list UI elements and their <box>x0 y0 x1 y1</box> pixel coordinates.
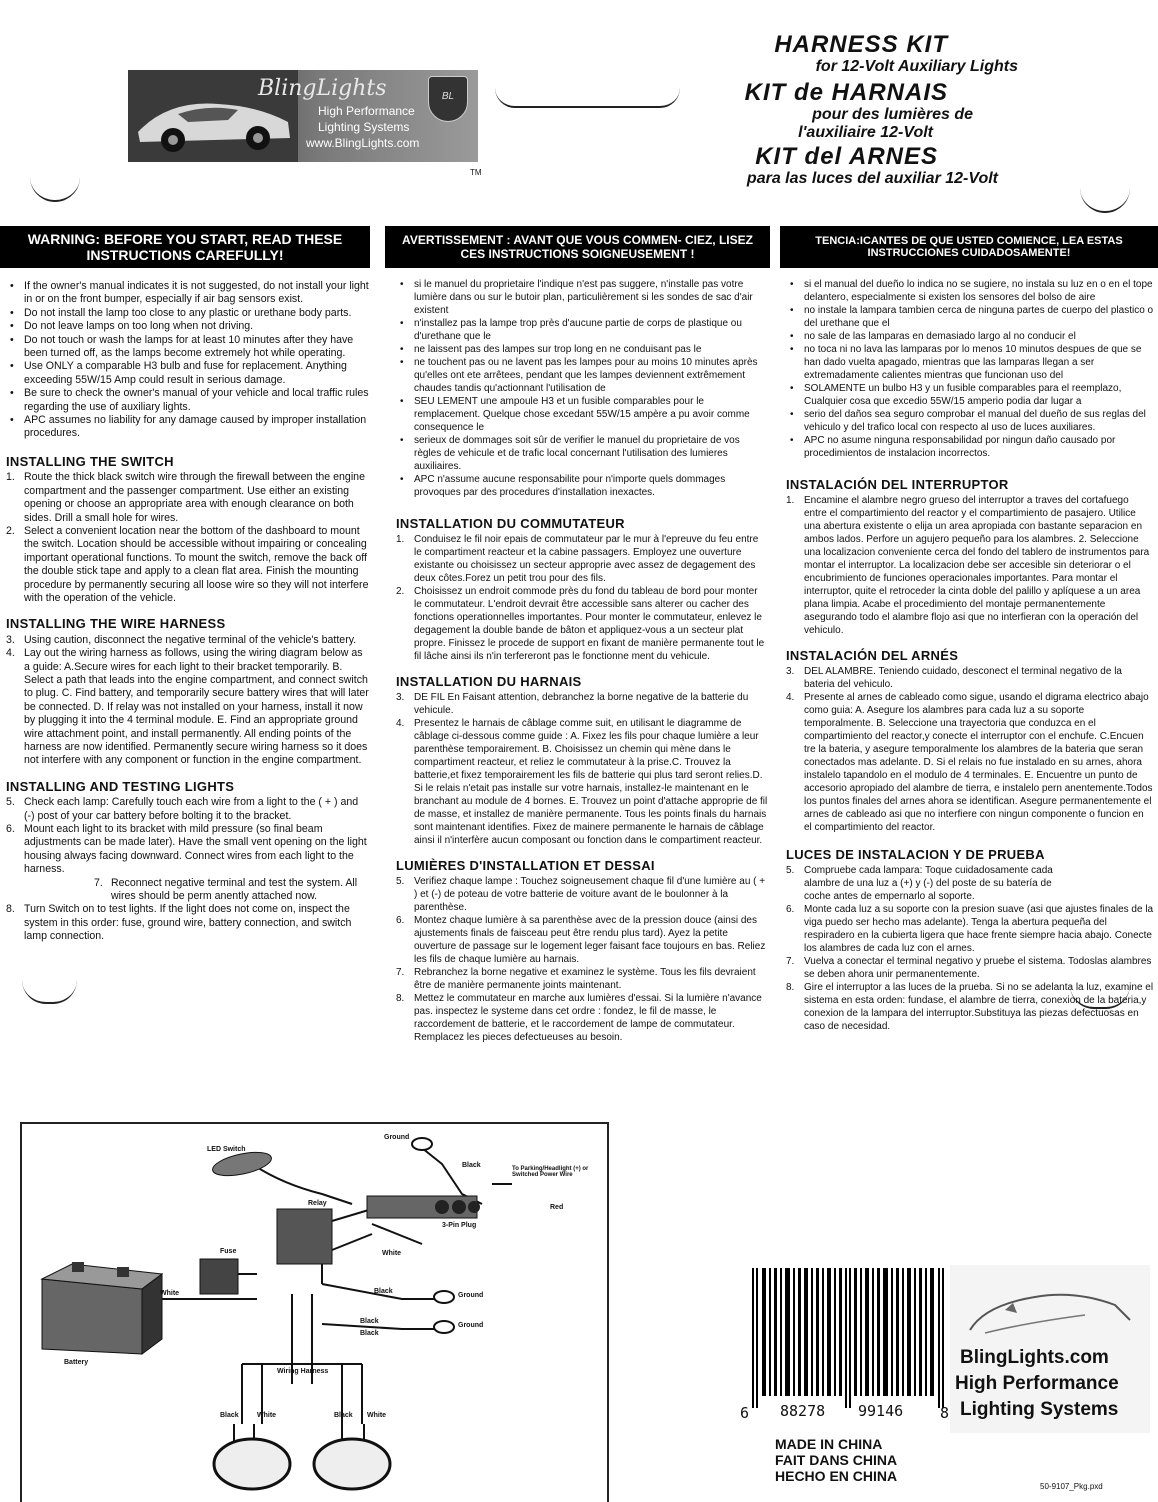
step-text: DEL ALAMBRE. Teniendo cuidado, desconect el terminal negativo de la bateria del vehiculo. <box>804 666 1122 690</box>
list-item: • SEU LEMENT une ampoule H3 et un fusible comparables pour le remplacement. Quelque chose excedant 55W/15 ampère a pu avoir comme consequence le <box>396 395 768 434</box>
list-item <box>396 533 768 585</box>
battery-label: Battery <box>64 1359 89 1366</box>
list-item: • n'installez pas la lampe trop près d'aucune partie de corps de plastique ou d'urethane que le <box>396 317 768 343</box>
subtitle-fr-1: pour des lumières de <box>812 106 973 123</box>
list-item <box>786 955 1154 981</box>
barcode-digits: 88278 <box>780 1402 826 1420</box>
list-item <box>396 914 768 966</box>
wiring-harness-label: Wiring Harness <box>277 1368 329 1375</box>
list-item: • If the owner's manual indicates it is not suggested, do not install your light in or on the front bumper, especially if air bag sensors exist. <box>6 280 370 307</box>
list-item: • serio del daños sea seguro comprobar el manual del dueño de sus reglas del vehiculo y del trafico local con respecto al uso de luces auxiliares. <box>786 408 1154 434</box>
wire-color-label: White <box>160 1290 180 1297</box>
step-number: 7. <box>786 956 795 967</box>
barcode <box>740 1268 950 1428</box>
step-number: 8. <box>396 993 405 1004</box>
section-heading: INSTALLATION DU COMMUTATEUR <box>396 516 625 531</box>
emblem-letters: BL <box>441 91 455 102</box>
list-item <box>6 823 370 877</box>
english-column <box>6 280 370 944</box>
step-text: Encamine el alambre negro grueso del interruptor a traves del cortafuego entre el compartimiento del reactor y el compartimiento de pasajero. Utilice una abertura existente o elija un area apropiada con bastante separacion en ambos lados. Perfore un agujero pequeño para los alambres. 2. Seleccione una localizacion conveniente cerca del fondo del tablero de instrumentos para montar el interruptor. La localizacion debe ser accesible sin deteriorar o el encubrimiento de funciones operacionales importantes. Para montar el interruptor, quite el retroceder la cinta doble del palillo y aplíquese a un area plana limpia. Acabe el procedimiento del montaje permanentemente asegurando todo el alambre flojo asi que no interfieran con la operación del vehiculo. <box>804 495 1150 636</box>
ground-label: Ground <box>384 1134 410 1141</box>
led-switch-label: LED Switch <box>207 1146 246 1153</box>
brand-logo-box <box>950 1265 1150 1433</box>
section-heading: INSTALLING THE SWITCH <box>6 453 174 469</box>
step-number: 7. <box>94 876 103 889</box>
step-number: 4. <box>6 647 15 660</box>
spanish-column <box>786 278 1154 1033</box>
list-item <box>396 992 768 1044</box>
step-list <box>6 634 370 768</box>
wire-color-label: Black <box>462 1162 481 1169</box>
step-number: 6. <box>396 915 405 926</box>
list-item: • ne touchent pas ou ne lavent pas les lampes pour au moins 10 minutes après qu'elles ont ete arrêtees, pendant que les lampes deviennent extrêmement chaudes tandis qu'actionnant l'utilisation de <box>396 356 768 395</box>
step-number: 5. <box>786 865 795 876</box>
step-list <box>396 875 768 1044</box>
list-item <box>6 525 370 605</box>
step-number: 3. <box>396 692 405 703</box>
ground-label: Ground <box>458 1322 484 1329</box>
step-number: 4. <box>396 718 405 729</box>
step-text: Vuelva a conectar el terminal negativo y pruebe el sistema. Todoslas alambres se deben ahora unir permanentemente. <box>804 956 1152 980</box>
subtitle-en: for 12-Volt Auxiliary Lights <box>815 58 1018 75</box>
step-number: 5. <box>396 876 405 887</box>
list-item <box>6 647 370 768</box>
brand-line-3: Lighting Systems <box>960 1399 1119 1420</box>
logo-url: www.BlingLights.com <box>306 136 420 150</box>
barcode-digit: 6 <box>740 1404 750 1422</box>
step-text: Presente al arnes de cableado como sigue, usando el digrama electrico abajo como guia: A. Asegure los alambres para cada luz a su soporte temporalmente. B. Seleccione una trayectoria que conduzca en el compartimiento del reactor,y conecte el interruptor con el enchufe. C.Encuen tre la bateria, y asegure temporalmente los alambres de la bateria que seran conectados mas adelante. D. Si el relais no fue instalado en su arnes, ahora instalelo tapandolo en el modulo de 4 terminales. E. Encuentre un punto de accesorio apropiado del alambre de tierra, e instalelo pern anentemente.Todos los puntos finales del arnes ahora se identifican. Asegure permanentemente el arnes de cableado asi que no interfiere con ningun componente o funcion en el compartimiento del reactor. <box>804 692 1153 833</box>
list-item: • Be sure to check the owner's manual of your vehicle and local traffic rules regarding the use of auxiliary lights. <box>6 387 370 414</box>
step-number: 3. <box>786 666 795 677</box>
wire-color-label: Black <box>220 1412 239 1419</box>
brand-line-2: High Performance <box>955 1373 1119 1394</box>
list-item: • Do not leave lamps on too long when not driving. <box>6 320 370 333</box>
swoosh-decoration <box>30 170 80 202</box>
step-number: 1. <box>6 471 15 484</box>
step-text: Presentez le harnais de câblage comme suit, en utilisant le diagramme de câblage ci-dessous comme guide : A. Fixez les fils pour chaque lumière a leur parenthèse temporairement. B. Choisissez un chemin qui mène dans le compartiment reacteur, et reliez le commutateur à la prise.C. Trouvez la batterie,et fixez temporairement les fils de batterie qui plus tard seront relies.D. Si le relais n'etait pas installe sur votre harnais, installez-le maintenant en le branchant au module de 4 bornes. E. Trouvez un point d'attache approprie de fil de masse, et installez de manière permanente. Tous les points finals du harnais sont maintenant identifies. Fixez de mainere permanente le harnais de câblage ainsi il n'interfère aucun composant ou fonction dans le compartiment reacteur. <box>414 718 768 846</box>
list-item: • serieux de dommages soit sûr de verifier le manuel du proprietaire de vos règles de vehicule et de trafic local concernant l'utilisation des lumieres auxiliaires. <box>396 434 768 473</box>
step-text: Mount each light to its bracket with mild pressure (so final beam adjustments can be made later). Have the small vent opening on the light housing always facing downward. Connect wires from each light to the harness. <box>24 823 367 876</box>
step-text: Conduisez le fil noir epais de commutateur par le mur à l'epreuve du feu entre le compartiment reacteur et la cabine passagers. Employez une ouverture existante ou choisissez un secteur approprie avec assez de degagement des deux côtes.Forez un petit trou pour des fils. <box>414 534 759 584</box>
list-item: • Use ONLY a comparable H3 bulb and fuse for replacement. Anything exceeding 55W/15 Amp could result in serious damage. <box>6 360 370 387</box>
step-list <box>6 471 370 605</box>
step-number: 2. <box>6 524 15 537</box>
logo-line-2: Lighting Systems <box>318 120 410 134</box>
wire-color-label: Black <box>374 1288 393 1295</box>
step-text: Select a convenient location near the bottom of the dashboard to mount the switch. Location should be accessible without impairing or concealing important operational functions. To mount the switch, remove the back off the double stick tape and apply to a clean flat area. Finish the mounting procedure by permanently securing all loose wire so they will not interfere with the operation of the vehicle. <box>24 524 369 604</box>
title-en: HARNESS KIT <box>774 31 948 58</box>
to-parking-label: To Parking/Headlight (+) or Switched Power Wire <box>512 1166 589 1178</box>
logo-script: BlingLights <box>258 76 387 101</box>
list-item <box>786 864 1154 903</box>
section-heading: INSTALLATION DU HARNAIS <box>396 674 582 689</box>
step-text: Verifiez chaque lampe : Touchez soigneusement chaque fil d'une lumière au ( + ) et (-) de poteau de votre batterie de voiture avant de le boulonner à la parenthèse. <box>414 876 766 913</box>
list-item <box>396 585 768 663</box>
step-list <box>786 494 1154 637</box>
swoosh-decoration <box>22 980 77 1004</box>
wire-color-label: White <box>382 1250 402 1257</box>
section-heading: INSTALACIÓN DEL ARNÉS <box>786 648 959 663</box>
warning-list-es <box>786 278 1154 460</box>
list-item <box>396 966 768 992</box>
barcode-digit: 8 <box>940 1404 950 1422</box>
step-list <box>396 691 768 847</box>
section-heading: LUCES DE INSTALACION Y DE PRUEBA <box>786 847 1045 862</box>
car-outline-icon <box>965 1275 1135 1345</box>
list-item <box>6 877 370 904</box>
list-item <box>786 494 1154 637</box>
step-number: 1. <box>786 495 795 506</box>
country-of-origin <box>775 1436 897 1484</box>
list-item <box>786 665 1154 691</box>
wire-color-label: Red <box>550 1204 564 1211</box>
step-list <box>396 533 768 663</box>
step-text: Turn Switch on to test lights. If the light does not come on, inspect the system in this order: fuse, ground wire, battery connection, and switch lamp connection. <box>24 903 352 943</box>
step-number: 6. <box>6 823 15 836</box>
list-item: • Do not install the lamp too close to any plastic or urethane body parts. <box>6 307 370 320</box>
step-text: Using caution, disconnect the negative terminal of the vehicle's battery. <box>24 633 357 646</box>
step-number: 8. <box>786 982 795 993</box>
list-item: • SOLAMENTE un bulbo H3 y un fusible comparables para el reemplazo, Cualquier cosa que excedio 55W/15 amperio podia dar lugar a <box>786 382 1154 408</box>
list-item: • si el manual del dueño lo indica no se sugiere, no instala su luz en o en el tope delantero, especialmente si existen los sensores del bolso de aire <box>786 278 1154 304</box>
warning-banner-en <box>0 226 370 268</box>
wiring-diagram-drawing <box>22 1124 607 1502</box>
step-text: DE FIL En Faisant attention, debranchez la borne negative de la batterie du vehicule. <box>414 692 749 716</box>
fuse-label: Fuse <box>220 1248 237 1255</box>
list-item: • APC n'assume aucune responsabilite pour n'importe quels dommages provoques par des procedures d'installation inexactes. <box>396 473 768 499</box>
warning-list-en <box>6 280 370 441</box>
logo-line-1: High Performance <box>318 104 415 118</box>
wire-color-label: White <box>257 1412 277 1419</box>
subtitle-es: para las luces del auxiliar 12-Volt <box>746 170 998 187</box>
brand-line-1: BlingLights.com <box>960 1347 1109 1368</box>
list-item <box>786 903 1154 955</box>
swoosh-decoration <box>1080 185 1130 213</box>
title-es: KIT del ARNES <box>755 143 938 170</box>
barcode-digits: 99146 <box>858 1402 904 1420</box>
step-number: 8. <box>6 903 15 916</box>
ground-label: Ground <box>458 1292 484 1299</box>
list-item: • APC assumes no liability for any damage caused by improper installation procedures. <box>6 414 370 441</box>
section-heading: INSTALACIÓN DEL INTERRUPTOR <box>786 477 1009 492</box>
file-code: 50-9107_Pkg.pxd <box>1040 1482 1103 1491</box>
wire-color-label: Black <box>360 1318 379 1325</box>
wiring-diagram <box>20 1122 609 1502</box>
list-item <box>786 691 1154 834</box>
warning-banner-fr <box>385 226 770 268</box>
step-list <box>6 796 370 943</box>
product-title-block <box>458 32 1018 188</box>
subtitle-fr-2: l'auxiliaire 12-Volt <box>798 124 933 141</box>
warning-banner-es <box>780 226 1158 268</box>
step-text: Rebranchez la borne negative et examinez le système. Tous les fils devraient être de manière permanente joints maintenant. <box>414 967 756 991</box>
section-heading: LUMIÈRES D'INSTALLATION ET DESSAI <box>396 858 655 873</box>
french-column <box>396 278 768 1044</box>
wire-color-label: White <box>367 1412 387 1419</box>
made-in-es: HECHO EN CHINA <box>775 1468 898 1484</box>
step-text: Choisissez un endroit commode près du fond du tableau de bord pour monter le commutateur. L'endroit devrait être accessible sans alterer ou cacher des fonctions operationnelles importantes. Pour monter le commutateur, enlevez le degagement la double bande de bâton et appliquez-vous a un secteur plat propre. Finissez le procede de support en fixant de manière permanente tout le fil lâche ainsi ils n'in terfereront pas le fonctionne ment du vehicule. <box>414 586 765 662</box>
title-fr: KIT de HARNAIS <box>744 79 948 106</box>
step-text: Lay out the wiring harness as follows, using the wiring diagram below as a guide: A.Secure wires for each light to their bracket temporarily. B. Select a path that leads into the engine compartment, and connect switch to plug. C. Find battery, and temporarily secure battery wires that will later be connected. D. If relay was not installed on your harness, install it now by plugging it into the 4 terminal module. E. Find an appropriate ground wire attachment point, and install permanently. All ending points of the harness are now identified. Permanently secure wiring harness so it does not interfere with any component or function in the engine compartment. <box>24 647 369 767</box>
list-item: • no toca ni no lava las lamparas por lo menos 10 minutos despues de que se han dado vuelta apagado, mientras que las lamparas llegan a ser extremadamente calientes mientras que funcionan uso del <box>786 343 1154 382</box>
list-item <box>396 717 768 847</box>
list-item: • si le manuel du proprietaire l'indique n'est pas suggere, n'installe pas votre lumière dans ou sur le butoir plan, particulièrement si les sondes de sac d'air existent <box>396 278 768 317</box>
step-text: Montez chaque lumière à sa parenthèse avec de la pression douce (ainsi des ajustements finals de faisceau peut être rendu plus tard). Ayez la petite ouverture de passage sur le logement leger faisant face toujours en bas. Reliez les fils de chaque lumière au harnais. <box>414 915 766 965</box>
plug-label: 3-Pin Plug <box>442 1222 477 1229</box>
trademark-mark: TM <box>470 168 482 177</box>
list-item: • no instale la lampara tambien cerca de ninguna partes de cuerpo del plastico o del urethane que el <box>786 304 1154 330</box>
wire-color-label: Black <box>360 1330 379 1337</box>
list-item: • APC no asume ninguna responsabilidad por ningun daño causado por procedimientos de instalacion incorrectos. <box>786 434 1154 460</box>
blinglights-logo <box>128 70 478 162</box>
step-number: 6. <box>786 904 795 915</box>
list-item <box>6 471 370 525</box>
step-number: 2. <box>396 586 405 597</box>
step-number: 7. <box>396 967 405 978</box>
step-text: Monte cada luz a su soporte con la presion suave (asi que ajustes finales de la viga puedo ser hecho mas adelante). Tenga la abertura pequeña del respiradero en la cubierta ligera que hace frente siempre hacia abajo. Conecte los alambres de cada luz con el arnes. <box>804 904 1154 954</box>
list-item <box>396 875 768 914</box>
wire-color-label: Black <box>334 1412 353 1419</box>
list-item <box>396 691 768 717</box>
list-item: • Do not touch or wash the lamps for at least 10 minutes after they have been turned off, as the lamps become extremely hot while operating. <box>6 334 370 361</box>
list-item: • ne laissent pas des lampes sur trop long en ne conduisant pas le <box>396 343 768 356</box>
list-item <box>6 634 370 647</box>
step-number: 4. <box>786 692 795 703</box>
list-item: • no sale de las lamparas en demasiado largo al no conducir el <box>786 330 1154 343</box>
warning-list-fr <box>396 278 768 499</box>
warning-text-en: WARNING: BEFORE YOU START, READ THESE INSTRUCTIONS CAREFULLY! <box>27 231 343 263</box>
step-number: 3. <box>6 633 15 646</box>
step-number: 5. <box>6 796 15 809</box>
step-text: Check each lamp: Carefully touch each wire from a light to the ( + ) and (-) post of your car battery before bolting it to the bracket. <box>24 796 359 822</box>
list-item <box>6 903 370 943</box>
step-text: Compruebe cada lampara: Toque cuidadosamente cada alambre de una luz a (+) y (-) del poste de su batería de coche antes de empernarlo al soporte. <box>804 865 1053 902</box>
relay-label: Relay <box>308 1200 327 1207</box>
section-heading: INSTALLING THE WIRE HARNESS <box>6 616 226 632</box>
step-number: 1. <box>396 534 405 545</box>
warning-text-es: TENCIA:ICANTES DE QUE USTED COMIENCE, LEA ESTAS INSTRUCCIONES CUIDADOSAMENTE! <box>815 235 1123 259</box>
step-list <box>786 665 1154 834</box>
list-item <box>6 796 370 823</box>
barcode-bars <box>750 1268 950 1408</box>
step-text: Gire el interruptor a las luces de la prueba. Si no se adelanta la luz, examine el sistema en esta orden: fundase, el alambre de tierra, conexion de la bateria,y conexion de la lampara del interruptor.Substituya las piezas defectuosas en caso de necesidad. <box>804 982 1154 1032</box>
made-in-en: MADE IN CHINA <box>775 1436 883 1452</box>
made-in-fr: FAIT DANS CHINA <box>775 1452 898 1468</box>
step-text: Mettez le commutateur en marche aux lumières d'essai. Si la lumière n'avance pas. inspectez le systeme dans cet ordre : fondez, le fil de masse, le raccordement de batterie, et le raccordement de lampe de commutateur. Remplacez les pieces defectueuses au besoin. <box>414 993 762 1043</box>
section-heading: INSTALLING AND TESTING LIGHTS <box>6 778 235 794</box>
step-text: Route the thick black switch wire through the firewall between the engine compartment and the passenger compartment. Use either an existing opening or choose an appropriate area with enough clearance on both sides. Drill a small hole for wires. <box>24 471 365 524</box>
warning-text-fr: AVERTISSEMENT : AVANT QUE VOUS COMMEN- CIEZ, LISEZ CES INSTRUCTIONS SOIGNEUSEMENT ! <box>402 233 753 261</box>
step-text: Reconnect negative terminal and test the system. All wires should be perm anently attached now. <box>111 876 358 903</box>
